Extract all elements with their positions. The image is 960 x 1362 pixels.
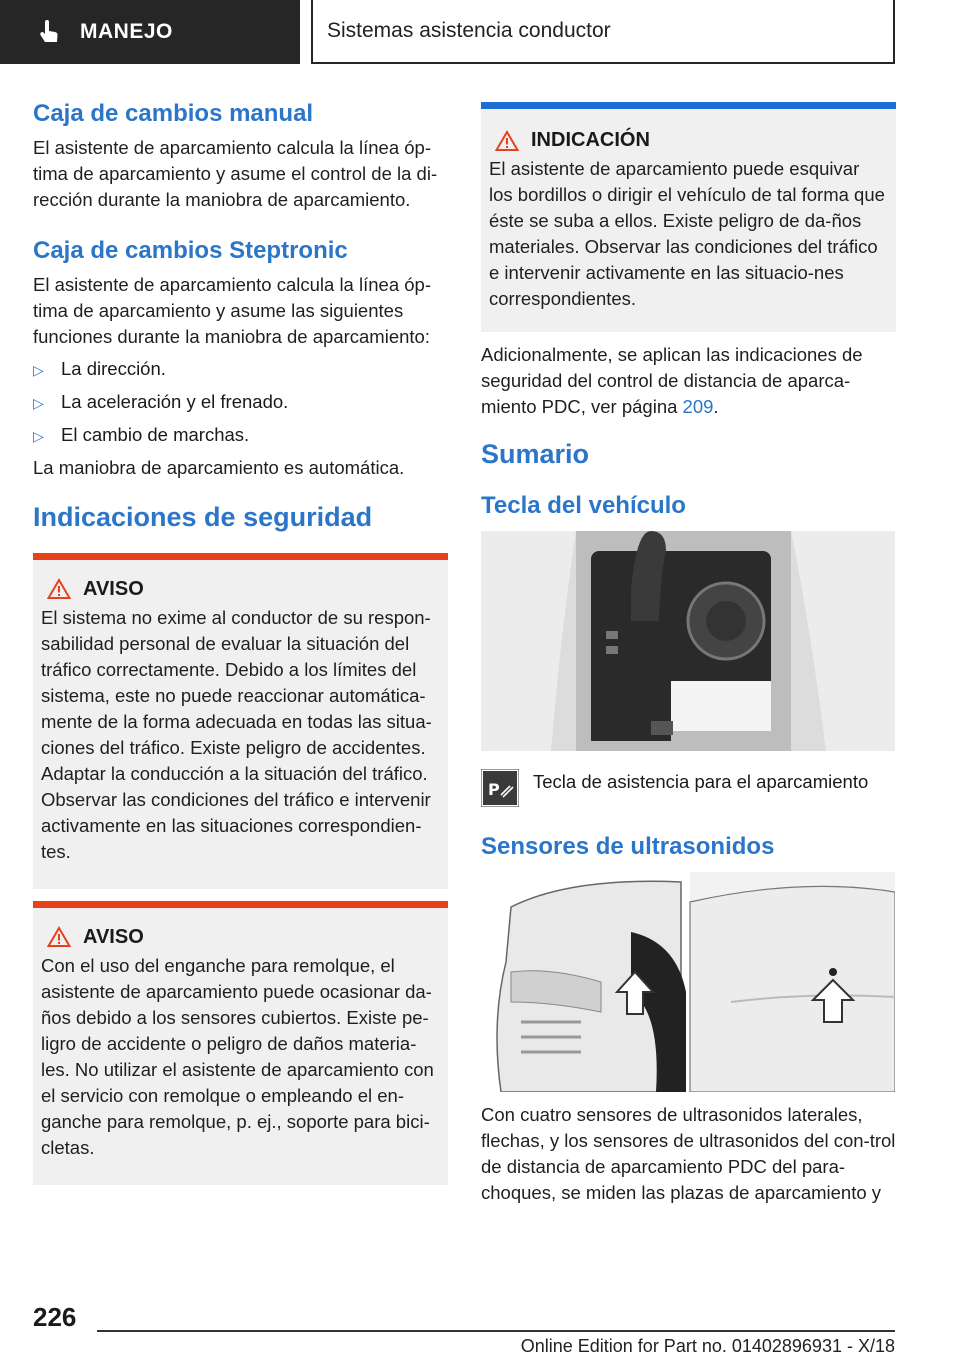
warning-triangle-icon — [47, 578, 71, 600]
triangle-bullet-icon: ▷ — [33, 394, 44, 411]
button-legend — [481, 769, 896, 807]
note-box — [481, 102, 896, 332]
page-link-209[interactable]: 209 — [682, 396, 714, 417]
page-header — [0, 0, 960, 64]
ultrasonic-sensors-image — [481, 872, 895, 1092]
right-column — [481, 102, 896, 1206]
parking-assist-button-icon — [481, 769, 519, 807]
note-title: INDICACIÓN — [531, 129, 650, 151]
hand-pointer-icon — [36, 19, 62, 45]
para-steptronic: El asistente de aparcamiento calcula la línea óp-tima de aparcamiento y asume las siguientes funciones durante la maniobra de aparcamiento: — [33, 273, 431, 347]
warning-title: AVISO — [83, 925, 144, 948]
list-item: ▷ La dirección. — [33, 356, 448, 383]
warning-title: AVISO — [83, 577, 144, 600]
svg-text:P: P — [488, 780, 500, 800]
warning-text: El sistema no exime al conductor de su respon-sabilidad personal de evaluar la situación del tráfico correctamente. Debido a los límites del sistema, este no puede reaccionar automática-mente de la forma adecuada en todas las situa-ciones del tráfico. Existe peligro de accidentes. Adaptar la conducción a la situación del tráfico. Observar las condiciones del tráfico e intervenir activamente en las situaciones correspondien-tes. — [41, 606, 432, 862]
heading-manual: Caja de cambios manual — [33, 100, 314, 127]
page-number: 226 — [33, 1302, 77, 1332]
note-text: El asistente de aparcamiento puede esquivar los bordillos o dirigir el vehículo de tal forma que éste se suba a ellos. Existe peligro de da-ños materiales. Observar las condiciones del tráfico e intervenir activamente en las situacio-nes correspondientes. — [489, 158, 885, 309]
warning-triangle-icon — [495, 130, 519, 152]
list-item: ▷ La aceleración y el frenado. — [33, 389, 448, 416]
warning-box-2 — [33, 901, 448, 1185]
button-caption: Tecla de asistencia para el aparcamiento — [533, 771, 869, 793]
warning-triangle-icon — [47, 926, 71, 948]
section-tab — [0, 0, 300, 64]
para-additional: Adicionalmente, se aplican las indicaciones de seguridad del control de distancia de aparca-miento PDC, ver página 209. — [481, 344, 863, 417]
edition-text: Online Edition for Part no. 01402896931 - X/18 — [520, 1336, 895, 1356]
para-sensors: Con cuatro sensores de ultrasonidos laterales, flechas, y los sensores de ultrasonidos del con-trol de distancia de aparcamiento PDC del para-choques, se miden las plazas de aparcamiento y — [481, 1103, 896, 1203]
warning-text: Con el uso del enganche para remolque, el asistente de aparcamiento puede ocasionar da-ños debido a los sensores cubiertos. Existe pe-ligro de accidente o peligro de daños materia-les. No utilizar el asistente de aparcamiento con el servicio con remolque o empleando el en-ganche para remolque, p. ej., soporte para bici-cletas. — [41, 954, 434, 1158]
triangle-bullet-icon: ▷ — [33, 427, 44, 444]
warning-box-1 — [33, 553, 448, 889]
para-manual: El asistente de aparcamiento calcula la línea óp-tima de aparcamiento y asume el control de la di-rección durante la maniobra de aparcamiento. — [33, 136, 438, 210]
center-console-image — [481, 531, 895, 751]
heading-vehicle-button: Tecla del vehículo — [481, 492, 686, 520]
footer-divider — [97, 1330, 895, 1332]
page-footer — [0, 1300, 960, 1362]
heading-sensors: Sensores de ultrasonidos — [481, 833, 775, 861]
heading-safety: Indicaciones de seguridad — [33, 501, 373, 532]
chapter-title: Sistemas asistencia conductor — [327, 19, 611, 42]
para-automatic: La maniobra de aparcamiento es automática. — [33, 456, 405, 478]
function-list — [33, 356, 448, 449]
chapter-tab — [311, 0, 895, 64]
heading-steptronic: Caja de cambios Steptronic — [33, 236, 348, 264]
list-item: ▷ El cambio de marchas. — [33, 422, 448, 449]
heading-summary: Sumario — [481, 439, 590, 469]
left-column — [33, 100, 448, 1185]
triangle-bullet-icon: ▷ — [33, 361, 44, 378]
section-title: MANEJO — [80, 20, 173, 43]
